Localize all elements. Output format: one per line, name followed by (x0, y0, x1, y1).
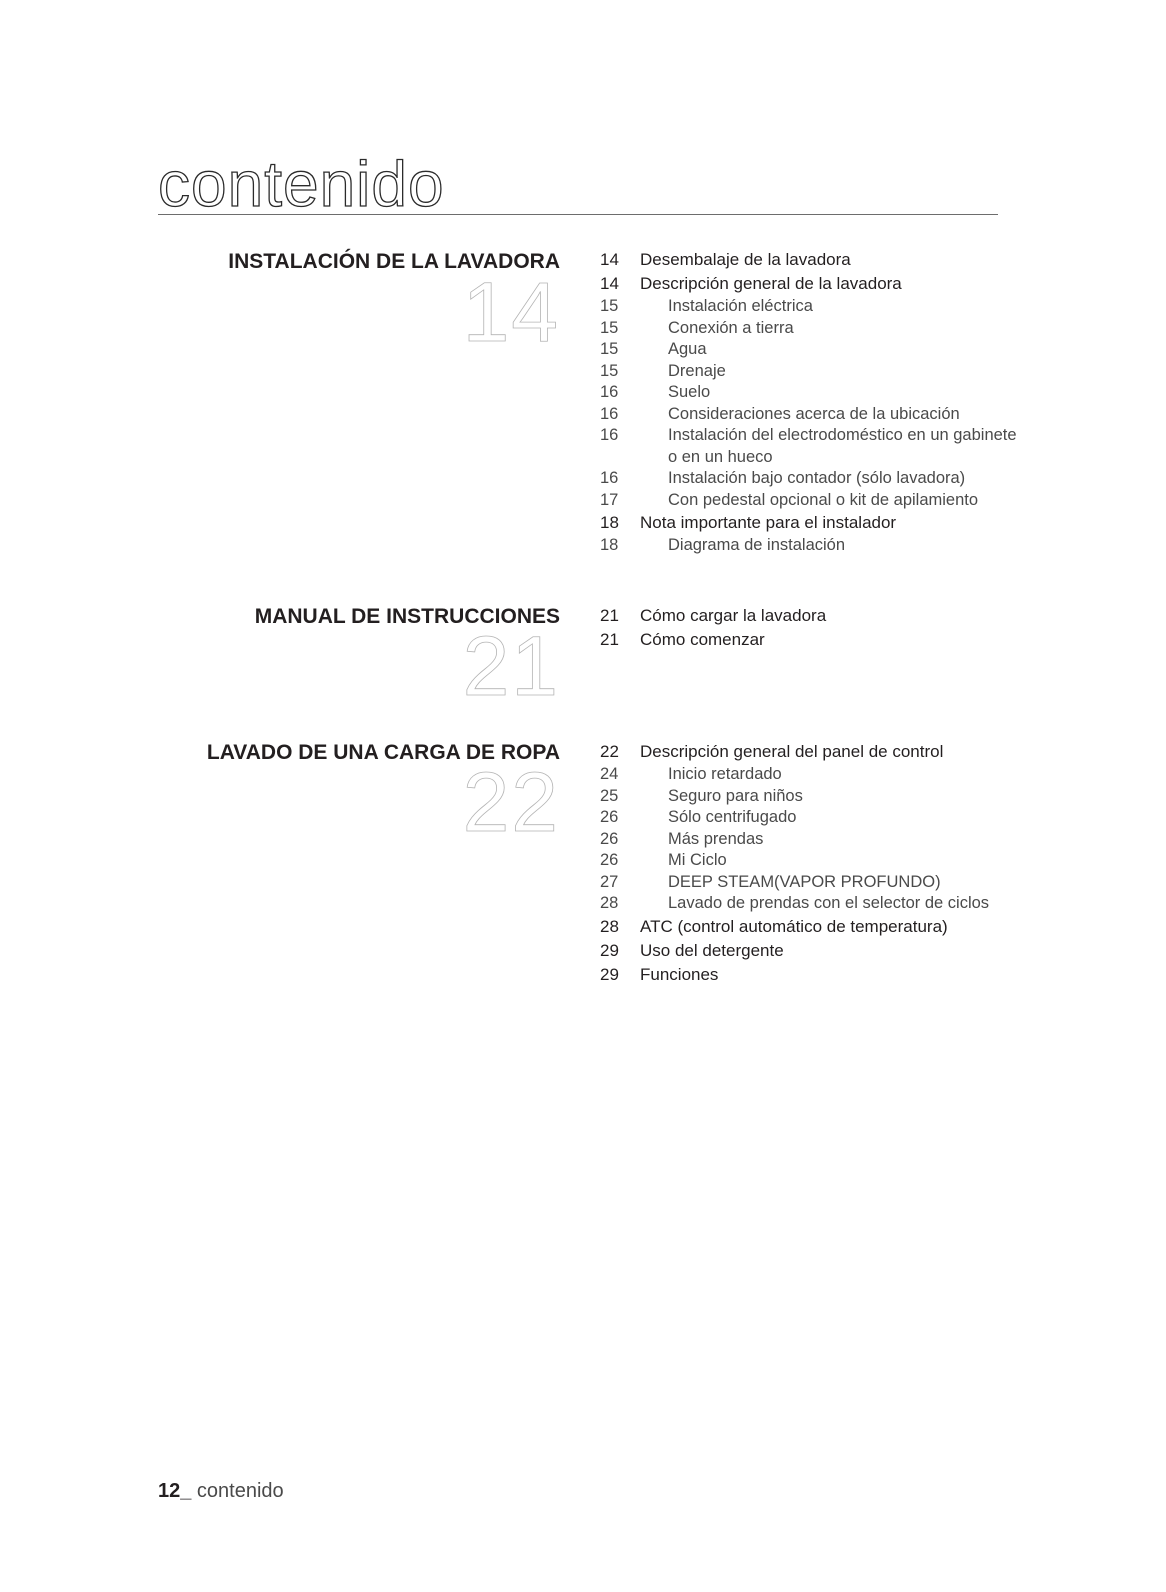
toc-entry (600, 628, 1020, 652)
toc-page-number: 16 (600, 469, 619, 487)
toc-entry-text: Conexión a tierra (668, 318, 794, 337)
toc-entry (600, 915, 1020, 939)
toc-entry-text: Funciones (640, 964, 719, 984)
toc-list-manual (600, 604, 1020, 652)
toc-entry-text: Desembalaje de la lavadora (640, 250, 851, 269)
toc-entry-text: Descripción general del panel de control (640, 742, 944, 761)
toc-page-number: 16 (600, 404, 619, 423)
toc-page-number: 22 (600, 742, 619, 761)
section-heading-manual: MANUAL DE INSTRUCCIONES (254, 605, 560, 628)
toc-page-number: 24 (600, 765, 619, 783)
toc-entry-text: Descripción general de la lavadora (640, 274, 902, 293)
toc-entry-text: Agua (668, 340, 707, 358)
toc-page-number: 15 (600, 361, 619, 380)
toc-page-number: 16 (600, 383, 619, 401)
toc-entry (600, 382, 1020, 404)
toc-list-lavado (600, 740, 1020, 987)
toc-page-number: 29 (600, 964, 619, 984)
section-heading-instalacion: INSTALACIÓN DE LA LAVADORA (228, 250, 560, 273)
toc-entry-text: Uso del detergente (640, 940, 784, 960)
page-title: contenido (158, 148, 445, 220)
toc-entry (600, 404, 1020, 426)
toc-page-number: 26 (600, 808, 619, 826)
toc-entry-text: Suelo (668, 383, 711, 401)
toc-page-number: 18 (600, 513, 619, 532)
toc-entry-text: Drenaje (668, 361, 726, 380)
toc-entry (600, 535, 1020, 557)
toc-page-number: 21 (600, 606, 619, 625)
toc-page-number: 21 (600, 630, 619, 649)
toc-entry (600, 361, 1020, 383)
toc-entry-text: Seguro para niños (668, 786, 803, 805)
toc-page-number: 25 (600, 786, 619, 805)
toc-page-number: 16 (600, 426, 619, 444)
toc-page-number: 14 (600, 274, 619, 293)
toc-entry-text: Instalación eléctrica (668, 297, 813, 315)
toc-entry (600, 939, 1020, 963)
toc-entry (600, 764, 1020, 786)
toc-entry (600, 296, 1020, 318)
toc-entry-text: DEEP STEAM(VAPOR PROFUNDO) (668, 872, 941, 891)
toc-entry-text: Más prendas (668, 829, 764, 848)
toc-page-number: 26 (600, 829, 619, 848)
toc-entry (600, 850, 1020, 872)
toc-entry (600, 468, 1020, 490)
toc-entry (600, 490, 1020, 512)
toc-entry (600, 248, 1020, 272)
toc-entry (600, 425, 1020, 468)
toc-entry (600, 963, 1020, 987)
toc-page-number: 28 (600, 916, 619, 936)
toc-page-number: 18 (600, 536, 619, 554)
toc-entry-text: Instalación bajo contador (sólo lavadora) (668, 469, 966, 487)
toc-entry (600, 604, 1020, 628)
toc-page-number: 26 (600, 851, 619, 869)
toc-entry-text: Lavado de prendas con el selector de ciclos (668, 894, 990, 912)
toc-entry (600, 829, 1020, 851)
toc-page-number: 15 (600, 318, 619, 337)
toc-page-number: 29 (600, 940, 619, 960)
toc-entry (600, 511, 1020, 535)
toc-entry (600, 893, 1020, 915)
toc-entry-text: Nota importante para el instalador (640, 513, 897, 532)
toc-page-number: 14 (600, 250, 619, 269)
toc-page-number: 17 (600, 490, 619, 509)
toc-page-number: 15 (600, 340, 619, 358)
toc-list-instalacion (600, 248, 1020, 557)
toc-entry (600, 740, 1020, 764)
toc-page-number: 27 (600, 872, 619, 891)
toc-entry (600, 872, 1020, 894)
toc-entry-text: Con pedestal opcional o kit de apilamiento (668, 490, 979, 509)
toc-entry-text: Mi Ciclo (668, 851, 727, 869)
footer-page-number: 12_ (158, 1480, 192, 1502)
title-underline (158, 214, 998, 215)
toc-entry-text: Instalación del electrodoméstico en un gabinete o en un hueco (668, 426, 1017, 466)
toc-entry-text: Cómo cargar la lavadora (640, 606, 827, 625)
section-big-number-lavado: 22 (462, 755, 560, 849)
toc-entry-text: Consideraciones acerca de la ubicación (668, 404, 960, 423)
section-big-number-instalacion: 14 (462, 265, 560, 359)
toc-entry (600, 318, 1020, 340)
footer-label: contenido (191, 1480, 284, 1502)
section-big-number-manual: 21 (462, 619, 560, 713)
toc-entry-text: Diagrama de instalación (668, 536, 846, 554)
toc-page-number: 15 (600, 297, 619, 315)
section-heading-lavado: LAVADO DE UNA CARGA DE ROPA (206, 741, 560, 764)
toc-entry (600, 807, 1020, 829)
toc-entry (600, 339, 1020, 361)
toc-entry-text: Inicio retardado (668, 765, 782, 783)
toc-entry-text: Sólo centrifugado (668, 808, 797, 826)
toc-entry (600, 786, 1020, 808)
toc-entry (600, 272, 1020, 296)
toc-entry-text: Cómo comenzar (640, 630, 765, 649)
page-footer (158, 1480, 284, 1503)
toc-page-number: 28 (600, 894, 619, 912)
toc-entry-text: ATC (control automático de temperatura) (640, 916, 948, 936)
